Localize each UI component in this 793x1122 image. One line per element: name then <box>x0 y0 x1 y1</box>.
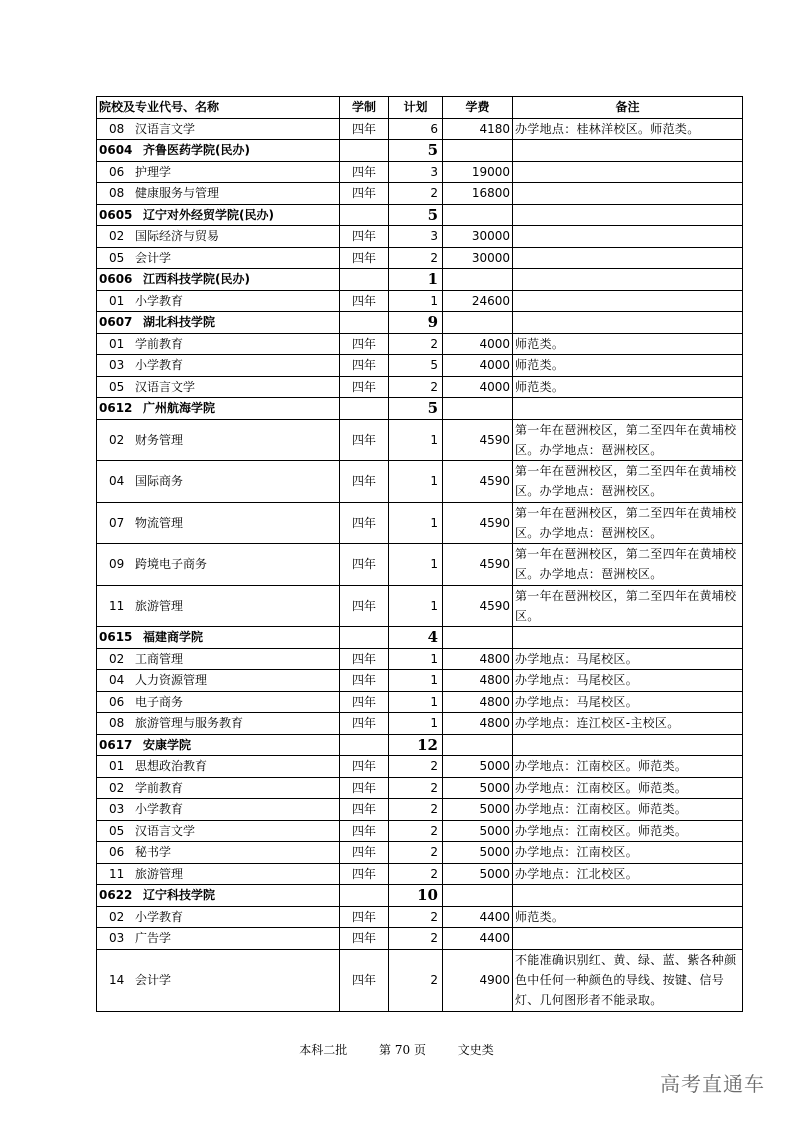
major-name-cell <box>97 376 340 398</box>
major-name: 小学教育 <box>135 358 184 373</box>
note-cell: 第一年在琶洲校区，第二至四年在黄埔校区。 <box>513 585 743 627</box>
count-cell: 2 <box>389 777 443 799</box>
fee-cell: 4800 <box>443 670 513 692</box>
count-cell: 2 <box>389 799 443 821</box>
school-count: 4 <box>389 627 443 649</box>
major-row <box>97 419 743 461</box>
major-name: 会计学 <box>135 250 172 265</box>
school-name-cell <box>97 269 340 291</box>
major-name: 旅游管理 <box>135 866 184 881</box>
school-count: 5 <box>389 140 443 162</box>
school-row <box>97 627 743 649</box>
school-count: 12 <box>389 734 443 756</box>
note-cell <box>513 627 743 649</box>
duration-cell: 四年 <box>340 799 389 821</box>
note-cell: 师范类。 <box>513 333 743 355</box>
duration-cell: 四年 <box>340 461 389 503</box>
count-cell: 1 <box>389 670 443 692</box>
major-name: 护理学 <box>135 164 172 179</box>
major-row <box>97 290 743 312</box>
major-name: 学前教育 <box>135 780 184 795</box>
duration-cell: 四年 <box>340 648 389 670</box>
major-name: 国际经济与贸易 <box>135 229 220 244</box>
note-cell <box>513 928 743 950</box>
school-name-cell <box>97 627 340 649</box>
duration-cell: 四年 <box>340 290 389 312</box>
note-cell: 办学地点：桂林洋校区。师范类。 <box>513 118 743 140</box>
duration-cell: 四年 <box>340 419 389 461</box>
school-name-cell <box>97 398 340 420</box>
fee-cell: 19000 <box>443 161 513 183</box>
watermark: 高考直通车 <box>660 1072 765 1096</box>
major-name: 旅游管理 <box>135 598 184 613</box>
note-cell: 办学地点：江南校区。师范类。 <box>513 799 743 821</box>
fee-cell: 30000 <box>443 226 513 248</box>
fee-cell <box>443 312 513 334</box>
major-name-cell <box>97 648 340 670</box>
school-row <box>97 140 743 162</box>
major-row <box>97 820 743 842</box>
major-row <box>97 376 743 398</box>
major-code: 11 <box>109 866 125 881</box>
major-name: 国际商务 <box>135 474 184 489</box>
duration-cell: 四年 <box>340 502 389 544</box>
fee-cell: 4400 <box>443 928 513 950</box>
note-cell <box>513 885 743 907</box>
count-cell: 1 <box>389 585 443 627</box>
school-row <box>97 734 743 756</box>
header-duration: 学制 <box>340 97 389 119</box>
school-name-cell <box>97 204 340 226</box>
major-name: 秘书学 <box>135 845 172 860</box>
count-cell: 1 <box>389 713 443 735</box>
major-name-cell <box>97 118 340 140</box>
note-cell: 第一年在琶洲校区，第二至四年在黄埔校区。办学地点：琶洲校区。 <box>513 544 743 586</box>
duration-cell <box>340 140 389 162</box>
major-code: 05 <box>109 379 125 394</box>
major-name-cell <box>97 544 340 586</box>
fee-cell: 5000 <box>443 863 513 885</box>
fee-cell: 4590 <box>443 461 513 503</box>
duration-cell <box>340 204 389 226</box>
count-cell: 2 <box>389 928 443 950</box>
major-row <box>97 928 743 950</box>
duration-cell: 四年 <box>340 670 389 692</box>
major-row <box>97 648 743 670</box>
school-count: 10 <box>389 885 443 907</box>
major-row <box>97 226 743 248</box>
major-name-cell <box>97 585 340 627</box>
count-cell: 3 <box>389 161 443 183</box>
major-name-cell <box>97 247 340 269</box>
header-name: 院校及专业代号、名称 <box>97 97 340 119</box>
major-name-cell <box>97 713 340 735</box>
fee-cell: 4000 <box>443 376 513 398</box>
duration-cell: 四年 <box>340 333 389 355</box>
count-cell: 2 <box>389 756 443 778</box>
major-row <box>97 461 743 503</box>
duration-cell: 四年 <box>340 777 389 799</box>
fee-cell: 4800 <box>443 713 513 735</box>
major-row <box>97 183 743 205</box>
school-name-cell <box>97 312 340 334</box>
fee-cell: 4800 <box>443 648 513 670</box>
major-name-cell <box>97 949 340 1011</box>
duration-cell: 四年 <box>340 863 389 885</box>
fee-cell: 5000 <box>443 842 513 864</box>
duration-cell: 四年 <box>340 376 389 398</box>
note-cell: 第一年在琶洲校区，第二至四年在黄埔校区。办学地点：琶洲校区。 <box>513 419 743 461</box>
major-code: 02 <box>109 780 125 795</box>
major-row <box>97 247 743 269</box>
footer-category: 文史类 <box>457 1043 494 1057</box>
school-name-cell <box>97 885 340 907</box>
fee-cell <box>443 140 513 162</box>
note-cell <box>513 140 743 162</box>
major-name-cell <box>97 756 340 778</box>
major-code: 03 <box>109 358 125 373</box>
major-name-cell <box>97 670 340 692</box>
major-code: 11 <box>109 598 125 613</box>
major-code: 01 <box>109 293 125 308</box>
duration-cell: 四年 <box>340 247 389 269</box>
fee-cell <box>443 734 513 756</box>
major-name-cell <box>97 502 340 544</box>
note-cell: 办学地点：江南校区。师范类。 <box>513 777 743 799</box>
note-cell: 办学地点：江南校区。师范类。 <box>513 820 743 842</box>
school-code: 0615 <box>99 630 133 645</box>
major-name: 广告学 <box>135 931 172 946</box>
note-cell <box>513 161 743 183</box>
fee-cell: 4590 <box>443 502 513 544</box>
major-code: 01 <box>109 336 125 351</box>
school-code: 0612 <box>99 401 133 416</box>
major-row <box>97 585 743 627</box>
fee-cell: 5000 <box>443 756 513 778</box>
major-name: 人力资源管理 <box>135 673 208 688</box>
major-code: 04 <box>109 474 125 489</box>
duration-cell: 四年 <box>340 949 389 1011</box>
school-count: 5 <box>389 398 443 420</box>
major-code: 08 <box>109 186 125 201</box>
major-name-cell <box>97 842 340 864</box>
count-cell: 5 <box>389 355 443 377</box>
school-row <box>97 312 743 334</box>
note-cell <box>513 247 743 269</box>
fee-cell: 4590 <box>443 419 513 461</box>
duration-cell <box>340 312 389 334</box>
major-name-cell <box>97 333 340 355</box>
note-cell: 第一年在琶洲校区，第二至四年在黄埔校区。办学地点：琶洲校区。 <box>513 502 743 544</box>
note-cell: 师范类。 <box>513 906 743 928</box>
duration-cell: 四年 <box>340 585 389 627</box>
count-cell: 2 <box>389 842 443 864</box>
duration-cell: 四年 <box>340 928 389 950</box>
major-code: 06 <box>109 845 125 860</box>
note-cell: 师范类。 <box>513 355 743 377</box>
header-note: 备注 <box>513 97 743 119</box>
note-cell: 师范类。 <box>513 376 743 398</box>
footer-page-number: 第 70 页 <box>379 1043 426 1057</box>
count-cell: 1 <box>389 544 443 586</box>
note-cell: 办学地点：马尾校区。 <box>513 648 743 670</box>
major-name: 小学教育 <box>135 909 184 924</box>
note-cell <box>513 398 743 420</box>
fee-cell <box>443 885 513 907</box>
major-name: 小学教育 <box>135 802 184 817</box>
major-code: 07 <box>109 515 125 530</box>
note-cell: 办学地点：马尾校区。 <box>513 670 743 692</box>
major-row <box>97 691 743 713</box>
major-code: 05 <box>109 823 125 838</box>
note-cell <box>513 226 743 248</box>
school-name: 湖北科技学院 <box>143 315 216 330</box>
note-cell: 办学地点：江南校区。 <box>513 842 743 864</box>
table-header-row <box>97 97 743 119</box>
duration-cell: 四年 <box>340 820 389 842</box>
major-row <box>97 842 743 864</box>
major-name-cell <box>97 461 340 503</box>
major-row <box>97 756 743 778</box>
count-cell: 2 <box>389 333 443 355</box>
major-code: 06 <box>109 694 125 709</box>
major-row <box>97 670 743 692</box>
major-row <box>97 906 743 928</box>
school-name: 福建商学院 <box>143 630 204 645</box>
count-cell: 6 <box>389 118 443 140</box>
school-row <box>97 885 743 907</box>
major-row <box>97 863 743 885</box>
fee-cell: 5000 <box>443 820 513 842</box>
major-name: 汉语言文学 <box>135 121 196 136</box>
major-name-cell <box>97 226 340 248</box>
count-cell: 2 <box>389 247 443 269</box>
fee-cell: 5000 <box>443 777 513 799</box>
major-name: 汉语言文学 <box>135 823 196 838</box>
major-row <box>97 799 743 821</box>
duration-cell <box>340 734 389 756</box>
fee-cell <box>443 204 513 226</box>
fee-cell: 5000 <box>443 799 513 821</box>
note-cell: 第一年在琶洲校区，第二至四年在黄埔校区。办学地点：琶洲校区。 <box>513 461 743 503</box>
major-code: 02 <box>109 229 125 244</box>
major-name-cell <box>97 820 340 842</box>
count-cell: 1 <box>389 419 443 461</box>
major-name-cell <box>97 799 340 821</box>
major-name-cell <box>97 183 340 205</box>
major-code: 08 <box>109 716 125 731</box>
major-code: 02 <box>109 432 125 447</box>
major-code: 06 <box>109 164 125 179</box>
enrollment-plan-table <box>96 96 743 1012</box>
school-count: 1 <box>389 269 443 291</box>
note-cell <box>513 734 743 756</box>
fee-cell <box>443 627 513 649</box>
note-cell: 不能准确识别红、黄、绿、蓝、紫各种颜色中任何一种颜色的导线、按键、信号灯、几何图形者不能录取。 <box>513 949 743 1011</box>
major-row <box>97 777 743 799</box>
major-name: 学前教育 <box>135 336 184 351</box>
fee-cell: 4900 <box>443 949 513 1011</box>
major-name-cell <box>97 928 340 950</box>
duration-cell: 四年 <box>340 713 389 735</box>
school-name: 齐鲁医药学院(民办) <box>143 143 250 158</box>
duration-cell: 四年 <box>340 355 389 377</box>
duration-cell <box>340 627 389 649</box>
major-name-cell <box>97 290 340 312</box>
school-code: 0604 <box>99 143 133 158</box>
footer-batch: 本科二批 <box>299 1043 348 1057</box>
major-row <box>97 713 743 735</box>
major-name: 工商管理 <box>135 651 184 666</box>
duration-cell: 四年 <box>340 161 389 183</box>
major-code: 05 <box>109 250 125 265</box>
fee-cell: 4000 <box>443 355 513 377</box>
school-name: 安康学院 <box>143 737 192 752</box>
school-name: 广州航海学院 <box>143 401 216 416</box>
school-name: 辽宁对外经贸学院(民办) <box>143 207 274 222</box>
duration-cell <box>340 269 389 291</box>
major-row <box>97 544 743 586</box>
fee-cell: 4590 <box>443 544 513 586</box>
major-name-cell <box>97 906 340 928</box>
fee-cell: 4180 <box>443 118 513 140</box>
major-name-cell <box>97 863 340 885</box>
duration-cell: 四年 <box>340 691 389 713</box>
major-code: 08 <box>109 121 125 136</box>
major-row <box>97 118 743 140</box>
duration-cell <box>340 885 389 907</box>
note-cell: 办学地点：江南校区。师范类。 <box>513 756 743 778</box>
count-cell: 2 <box>389 376 443 398</box>
count-cell: 1 <box>389 691 443 713</box>
school-code: 0607 <box>99 315 133 330</box>
school-name: 辽宁科技学院 <box>143 888 216 903</box>
school-count: 5 <box>389 204 443 226</box>
fee-cell: 30000 <box>443 247 513 269</box>
major-name: 旅游管理与服务教育 <box>135 716 244 731</box>
major-name-cell <box>97 777 340 799</box>
major-code: 02 <box>109 909 125 924</box>
school-row <box>97 204 743 226</box>
school-row <box>97 398 743 420</box>
duration-cell: 四年 <box>340 906 389 928</box>
major-code: 14 <box>109 973 125 987</box>
major-name: 会计学 <box>135 973 172 987</box>
fee-cell: 4400 <box>443 906 513 928</box>
major-name: 小学教育 <box>135 293 184 308</box>
duration-cell: 四年 <box>340 756 389 778</box>
major-row <box>97 161 743 183</box>
school-count: 9 <box>389 312 443 334</box>
duration-cell <box>340 398 389 420</box>
major-name: 跨境电子商务 <box>135 557 208 572</box>
major-code: 02 <box>109 651 125 666</box>
major-name: 健康服务与管理 <box>135 186 220 201</box>
count-cell: 2 <box>389 863 443 885</box>
duration-cell: 四年 <box>340 183 389 205</box>
count-cell: 1 <box>389 290 443 312</box>
note-cell: 办学地点：江北校区。 <box>513 863 743 885</box>
major-name-cell <box>97 355 340 377</box>
fee-cell: 4800 <box>443 691 513 713</box>
major-row <box>97 502 743 544</box>
note-cell <box>513 204 743 226</box>
count-cell: 2 <box>389 906 443 928</box>
count-cell: 1 <box>389 648 443 670</box>
school-code: 0606 <box>99 272 133 287</box>
fee-cell: 4590 <box>443 585 513 627</box>
note-cell <box>513 290 743 312</box>
major-row <box>97 333 743 355</box>
duration-cell: 四年 <box>340 118 389 140</box>
note-cell <box>513 183 743 205</box>
header-count: 计划 <box>389 97 443 119</box>
note-cell <box>513 269 743 291</box>
page-footer <box>0 1041 793 1058</box>
major-name: 财务管理 <box>135 432 184 447</box>
school-row <box>97 269 743 291</box>
school-name-cell <box>97 140 340 162</box>
duration-cell: 四年 <box>340 226 389 248</box>
major-row <box>97 355 743 377</box>
major-name-cell <box>97 419 340 461</box>
school-code: 0617 <box>99 737 133 752</box>
major-name: 电子商务 <box>135 694 184 709</box>
duration-cell: 四年 <box>340 544 389 586</box>
major-name-cell <box>97 691 340 713</box>
count-cell: 1 <box>389 502 443 544</box>
school-code: 0622 <box>99 888 133 903</box>
count-cell: 1 <box>389 461 443 503</box>
school-name-cell <box>97 734 340 756</box>
fee-cell <box>443 269 513 291</box>
school-name: 江西科技学院(民办) <box>143 272 250 287</box>
duration-cell: 四年 <box>340 842 389 864</box>
fee-cell <box>443 398 513 420</box>
major-name: 思想政治教育 <box>135 759 208 774</box>
major-code: 04 <box>109 673 125 688</box>
table-body <box>97 118 743 1011</box>
major-code: 03 <box>109 931 125 946</box>
header-fee: 学费 <box>443 97 513 119</box>
fee-cell: 16800 <box>443 183 513 205</box>
major-code: 03 <box>109 802 125 817</box>
note-cell: 办学地点：连江校区-主校区。 <box>513 713 743 735</box>
note-cell: 办学地点：马尾校区。 <box>513 691 743 713</box>
major-row <box>97 949 743 1011</box>
count-cell: 2 <box>389 949 443 1011</box>
major-code: 09 <box>109 557 125 572</box>
fee-cell: 4000 <box>443 333 513 355</box>
count-cell: 2 <box>389 820 443 842</box>
major-name: 物流管理 <box>135 515 184 530</box>
note-cell <box>513 312 743 334</box>
major-code: 01 <box>109 759 125 774</box>
school-code: 0605 <box>99 207 133 222</box>
fee-cell: 24600 <box>443 290 513 312</box>
count-cell: 3 <box>389 226 443 248</box>
major-name: 汉语言文学 <box>135 379 196 394</box>
major-name-cell <box>97 161 340 183</box>
count-cell: 2 <box>389 183 443 205</box>
